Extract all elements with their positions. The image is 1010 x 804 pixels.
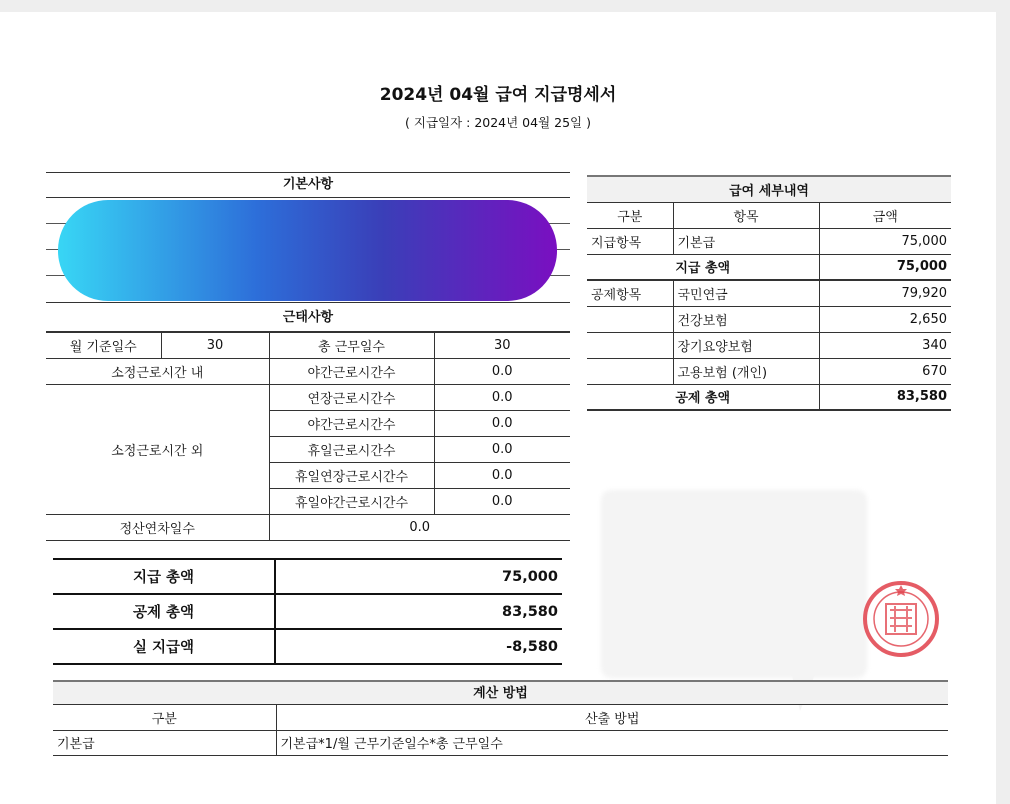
summary-pay-total-label: 지급 총액 [53, 559, 275, 594]
deduct-item-name: 장기요양보험 [673, 332, 819, 358]
calc-col-type-header: 구분 [53, 705, 276, 730]
pay-details-header: 급여 세부내역 [587, 176, 951, 202]
table-row [587, 332, 951, 358]
pay-details-table [587, 175, 951, 411]
deduct-item-amount: 2,650 [819, 306, 951, 332]
summary-net-pay-value: -8,580 [275, 629, 562, 664]
calc-section [53, 680, 948, 756]
holiday-overtime-value: 0.0 [434, 463, 570, 489]
table-row [587, 384, 951, 410]
table-row [53, 730, 948, 755]
holiday-night-value: 0.0 [434, 489, 570, 515]
table-row [46, 385, 570, 411]
calc-header: 계산 방법 [53, 680, 948, 705]
deduct-item-amount: 340 [819, 332, 951, 358]
summary-deduct-total-value: 83,580 [275, 594, 562, 629]
pay-item-amount: 75,000 [819, 228, 951, 254]
regular-hours-in-label: 소정근로시간 내 [46, 359, 269, 385]
summary-deduct-total-label: 공제 총액 [53, 594, 275, 629]
table-row [46, 333, 570, 359]
col-item-header: 항목 [673, 202, 819, 228]
pay-total-value: 75,000 [819, 254, 951, 280]
basic-info-header: 기본사항 [46, 172, 570, 198]
deduct-total-value: 83,580 [819, 384, 951, 410]
table-row [587, 254, 951, 280]
page-title: 2024년 04월 급여 지급명세서 [379, 85, 617, 105]
summary-net-pay-label: 실 지급액 [53, 629, 275, 664]
summary-table [53, 558, 562, 665]
holiday-overtime-label: 휴일연장근로시간수 [269, 463, 434, 489]
deduct-item-name: 고용보험 (개인) [673, 358, 819, 384]
pay-item-name: 기본급 [673, 228, 819, 254]
table-row [587, 358, 951, 384]
table-row [587, 280, 951, 306]
col-type-header: 구분 [587, 202, 673, 228]
deduct-group-blank [587, 306, 673, 332]
night-hours-out-label: 야간근로시간수 [269, 411, 434, 437]
month-days-label: 월 기준일수 [46, 333, 161, 359]
night-hours-value: 0.0 [434, 359, 570, 385]
holiday-night-label: 휴일야간근로시간수 [269, 489, 434, 515]
table-row [53, 705, 948, 730]
deduct-item-name: 건강보험 [673, 306, 819, 332]
attendance-section [46, 306, 570, 541]
deduct-item-amount: 79,920 [819, 280, 951, 306]
redaction-overlay [58, 200, 557, 301]
table-row [53, 559, 562, 594]
pay-group-label: 지급항목 [587, 228, 673, 254]
table-row [46, 515, 570, 541]
calc-col-method-header: 산출 방법 [276, 705, 948, 730]
deduct-group-blank [587, 332, 673, 358]
deduct-group-blank [587, 358, 673, 384]
total-work-value: 30 [434, 333, 570, 359]
month-days-value: 30 [161, 333, 269, 359]
table-row [46, 359, 570, 385]
col-amount-header: 금액 [819, 202, 951, 228]
deduct-total-label: 공제 총액 [587, 384, 819, 410]
table-row [587, 306, 951, 332]
holiday-hours-label: 휴일근로시간수 [269, 437, 434, 463]
company-seal-icon [862, 580, 940, 658]
table-row [587, 228, 951, 254]
pay-total-label: 지급 총액 [587, 254, 819, 280]
payslip-page [0, 12, 996, 804]
table-row [53, 594, 562, 629]
table-row [53, 629, 562, 664]
calc-table [53, 705, 948, 756]
pay-date: ( 지급일자 : 2024년 04월 25일 ) [405, 115, 591, 130]
attendance-header: 근태사항 [46, 306, 570, 332]
blurred-overlay [601, 490, 867, 678]
holiday-hours-value: 0.0 [434, 437, 570, 463]
annual-leave-value: 0.0 [269, 515, 570, 541]
table-row [587, 202, 951, 228]
deduct-group-label: 공제항목 [587, 280, 673, 306]
annual-leave-label: 정산연차일수 [46, 515, 269, 541]
deduct-item-amount: 670 [819, 358, 951, 384]
calc-row-method: 기본급*1/월 근무기준일수*총 근무일수 [276, 730, 948, 755]
night-hours-label: 야간근로시간수 [269, 359, 434, 385]
regular-hours-out-label: 소정근로시간 외 [46, 385, 269, 515]
deduct-item-name: 국민연금 [673, 280, 819, 306]
overtime-label: 연장근로시간수 [269, 385, 434, 411]
night-hours-out-value: 0.0 [434, 411, 570, 437]
table-row [587, 176, 951, 202]
overtime-value: 0.0 [434, 385, 570, 411]
calc-row-type: 기본급 [53, 730, 276, 755]
summary-pay-total-value: 75,000 [275, 559, 562, 594]
attendance-table [46, 332, 570, 541]
total-work-label: 총 근무일수 [269, 333, 434, 359]
